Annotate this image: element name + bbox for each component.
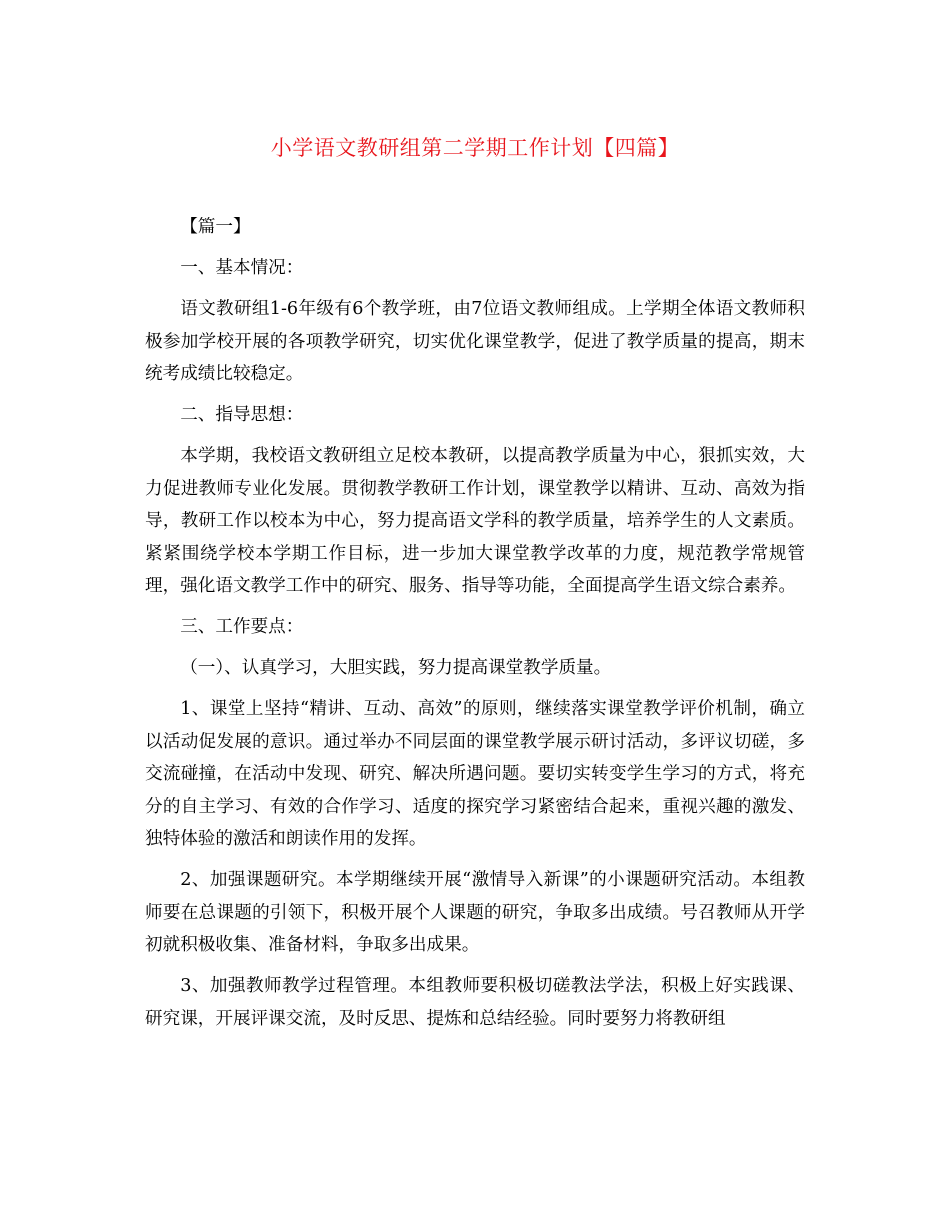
paragraph-item-2: 2、加强课题研究。本学期继续开展“激情导入新课”的小课题研究活动。本组教师要在总课题的引领下，积极开展个人课题的研究，争取多出成绩。号召教师从开学初就积极收集、准备材料，争取多出成果。: [145, 870, 805, 955]
paragraph-item-1: 1、课堂上坚持“精讲、互动、高效”的原则，继续落实课堂教学评价机制，确立以活动促发展的意识。通过举办不同层面的课堂教学展示研讨活动，多评议切磋，多交流碰撞，在活动中发现、研究、解决所遇问题。要切实转变学生学习的方式，将充分的自主学习、有效的合作学习、适度的探究学习紧密结合起来，重视兴趣的激发、独特体验的激活和朗读作用的发挥。: [145, 699, 805, 849]
document-title: 小学语文教研组第二学期工作计划【四篇】: [270, 136, 680, 160]
paragraph-item-3: 3、加强教师教学过程管理。本组教师要积极切磋教法学法，积极上好实践课、研究课，开展评课交流，及时反思、提炼和总结经验。同时要努力将教研组: [145, 976, 805, 1029]
subheading-classroom-quality: （一）、认真学习，大胆实践，努力提高课堂教学质量。: [180, 658, 612, 678]
heading-basic-situation: 一、基本情况：: [180, 258, 304, 278]
paragraph-basic-situation: 语文教研组1-6年级有6个教学班，由7位语文教师组成。上学期全体语文教师积极参加学校开展的各项教学研究，切实优化课堂教学，促进了教学质量的提高，期末统考成绩比较稳定。: [145, 299, 805, 384]
heading-guiding-ideology: 二、指导思想：: [180, 405, 304, 425]
document-body: [145, 211, 805, 1044]
paragraph-guiding-ideology: 本学期，我校语文教研组立足校本教研，以提高教学质量为中心，狠抓实效，大力促进教师专业化发展。贯彻教学教研工作计划，课堂教学以精讲、互动、高效为指导，教研工作以校本为中心，努力提高语文学科的教学质量，培养学生的人文素质。紧紧围绕学校本学期工作目标，进一步加大课堂教学改革的力度，规范教学常规管理，强化语文教学工作中的研究、服务、指导等功能，全面提高学生语文综合素养。: [145, 446, 805, 596]
section-label-part-one: 【篇一】: [180, 217, 251, 237]
heading-work-points: 三、工作要点：: [180, 617, 304, 637]
